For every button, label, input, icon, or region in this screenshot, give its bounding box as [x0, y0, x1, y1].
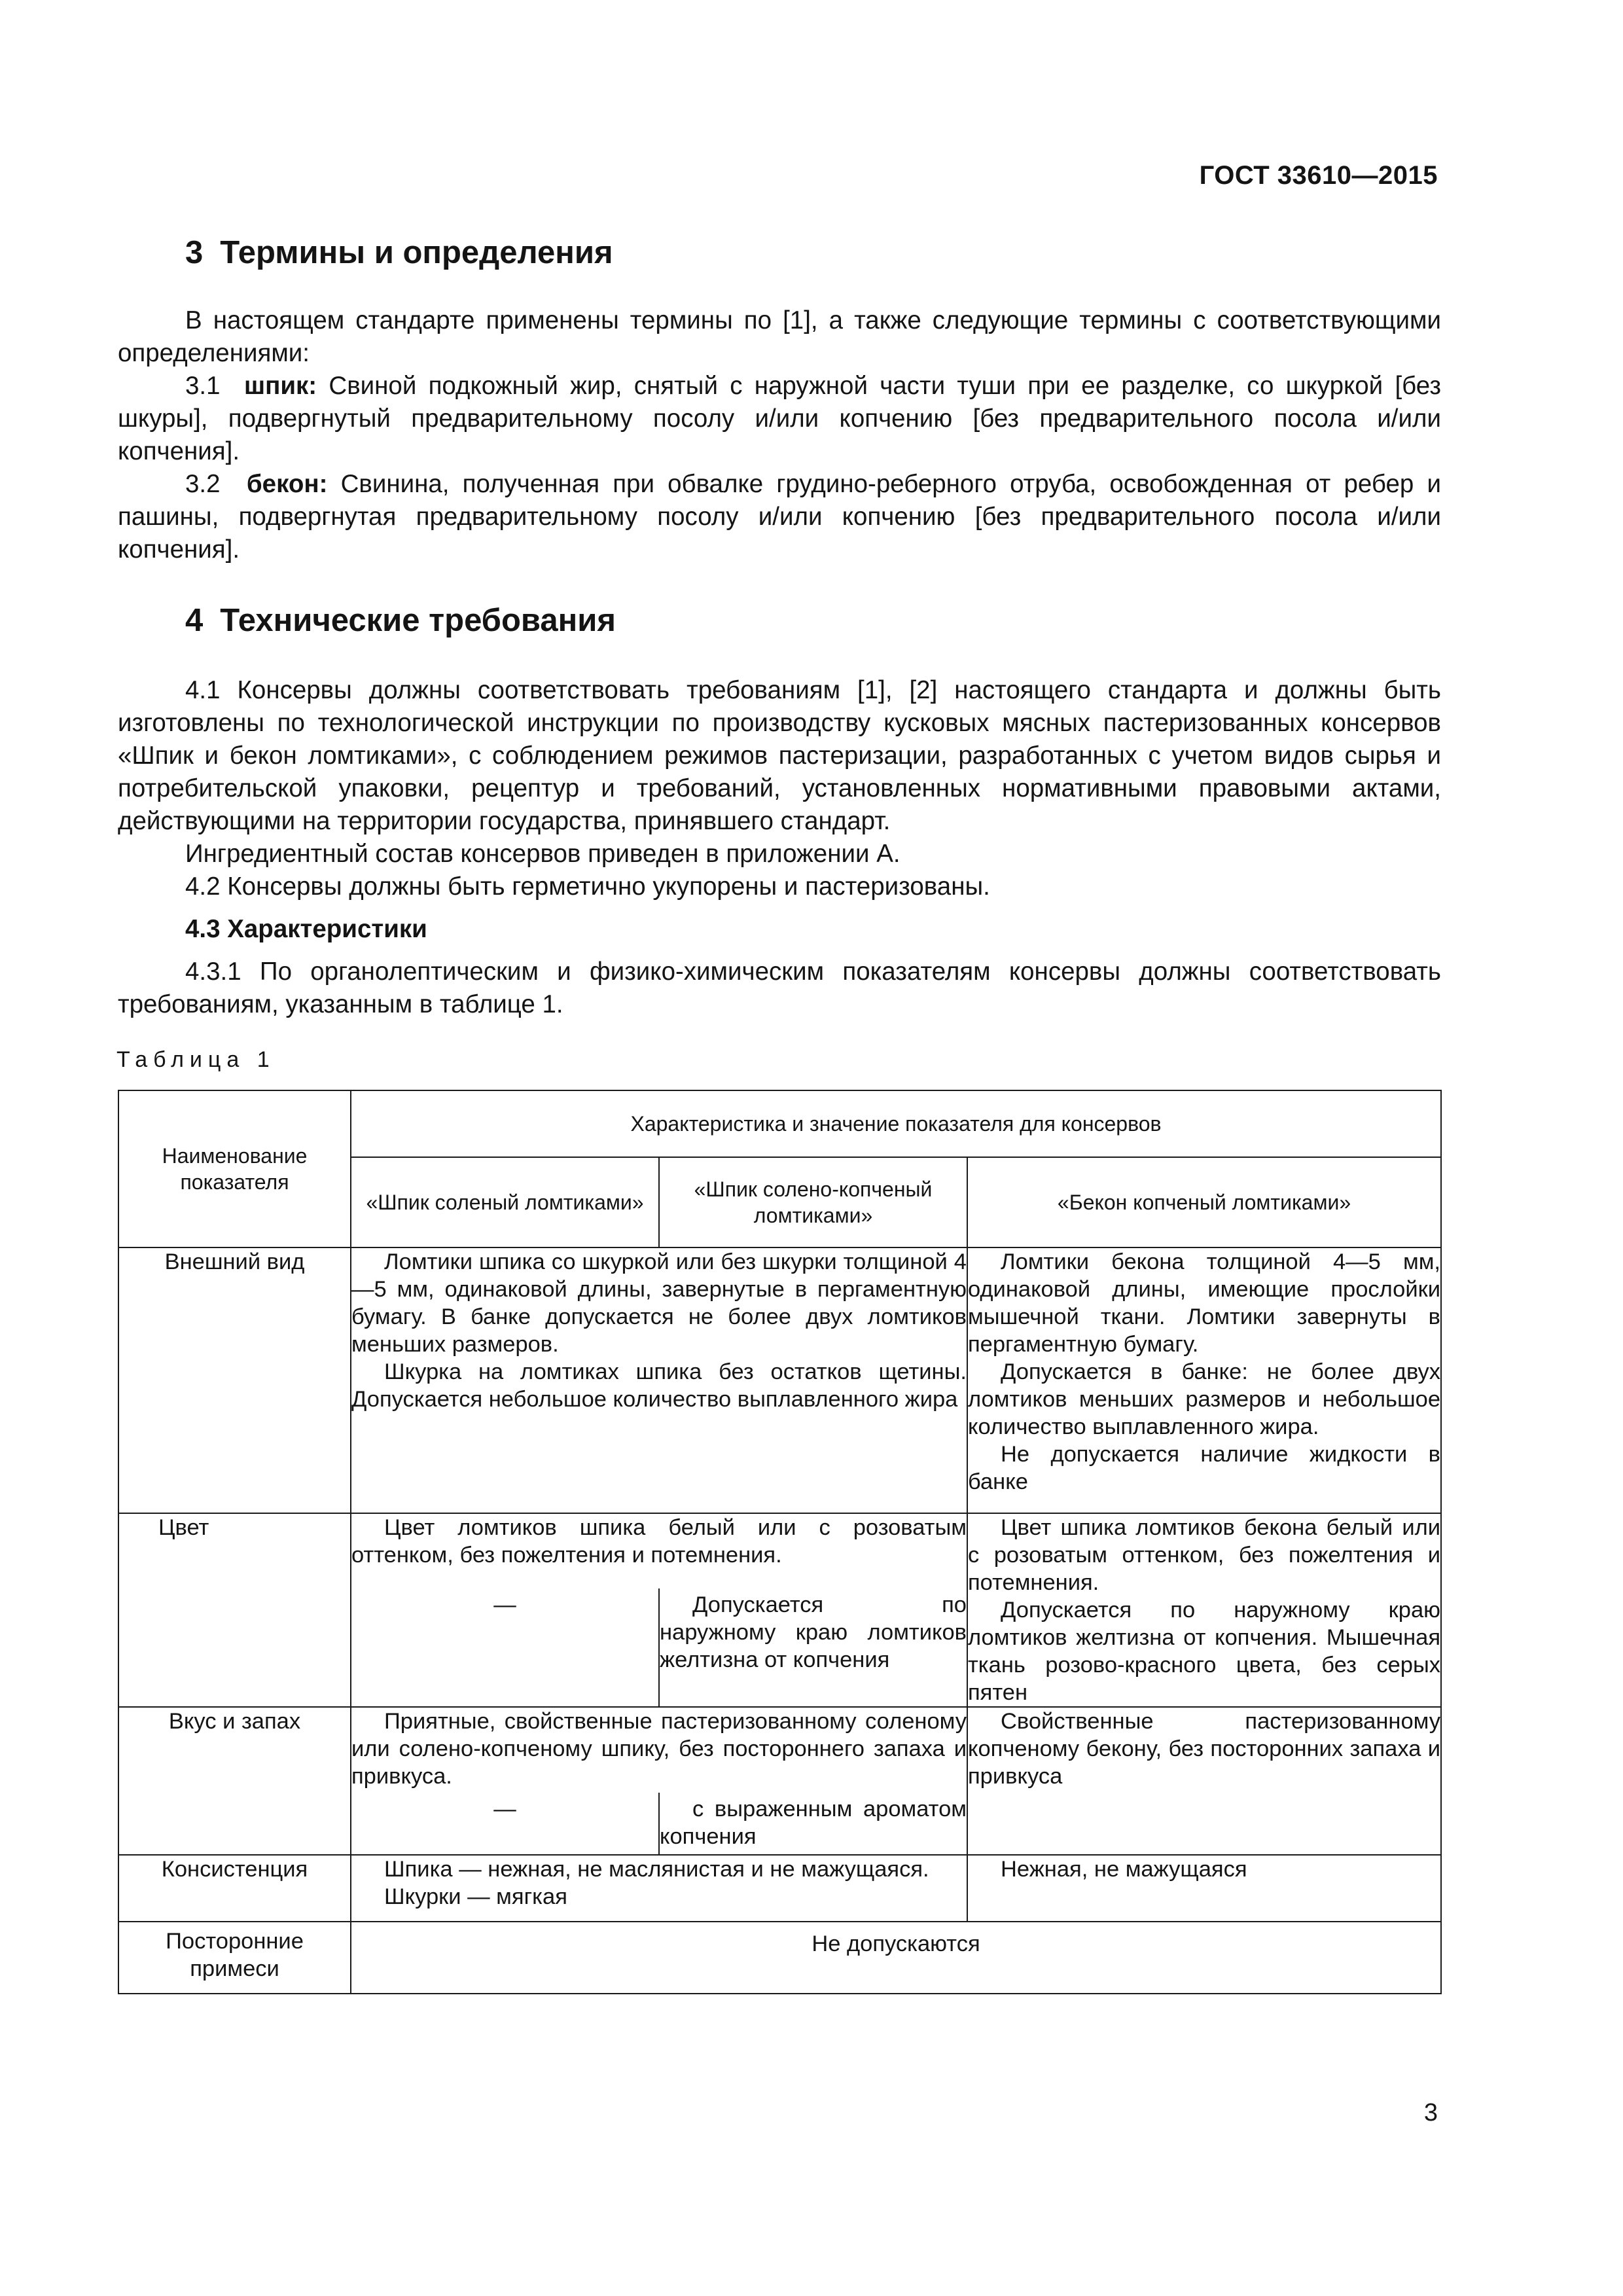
term-3-1: 3.1 шпик: Свиной подкожный жир, снятый с наружной части туши при ее разделке, со шкуркой [без шкуры], подвергнутый предварительному посолу и/или копчению [без предварительного посола и/или копчения].	[118, 372, 1441, 465]
cell-taste-salted: —	[351, 1793, 659, 1855]
table-row-appearance	[118, 1247, 1441, 1513]
section-4-title: Технические требования	[220, 603, 616, 638]
characteristics-table	[118, 1090, 1442, 1994]
header-smoked-bacon: «Бекон копченый ломтиками»	[967, 1157, 1441, 1247]
cell-consistency-bacon: Нежная, не мажущаяся	[967, 1855, 1441, 1922]
cell-impurities-value: Не допускаются	[351, 1922, 1441, 1994]
cell-color-bacon: Цвет шпика ломтиков бекона белый или с розоватым оттенком, без пожелтения и потемнения. Допускается по наружному краю ломтиков желтизна от копчения. Мышечная ткань розово-красного цвета, без серых пятен	[967, 1513, 1441, 1707]
table-row-taste	[118, 1707, 1441, 1793]
table-header-row	[118, 1090, 1441, 1157]
cell-appearance-shpik: Ломтики шпика со шкуркой или без шкурки толщиной 4—5 мм, одинаковой длины, завернутые в пергаментную бумагу. В банке допускается не более двух ломтиков меньших размеров. Шкурка на ломтиках шпика без остатков щетины. Допускается небольшое количество выплавленного жира	[351, 1247, 967, 1513]
section-3-number: 3	[185, 235, 204, 270]
page-number: 3	[1423, 2099, 1438, 2126]
cell-color-salted: —	[351, 1588, 659, 1707]
cell-color-shpik: Цвет ломтиков шпика белый или с розоватым оттенком, без пожелтения и потемнения.	[351, 1513, 967, 1588]
term-3-2: 3.2 бекон: Свинина, полученная при обвалке грудино-реберного отруба, освобожденная от ребер и пашины, подвергнутая предварительному посолу и/или копчению [без предварительного посола и/или копчения].	[118, 470, 1441, 564]
table-row-impurities	[118, 1922, 1441, 1994]
header-group: Характеристика и значение показателя для консервов	[351, 1090, 1441, 1157]
term-3-2-definition: Свинина, полученная при обвалке грудино-реберного отруба, освобожденная от ребер и пашины, подвергнутая предварительному посолу и/или копчению [без предварительного посола и/или копчения].	[118, 470, 1441, 564]
section-3-intro: В настоящем стандарте применены термины по [1], а также следующие термины с соответствующими определениями:	[118, 306, 1441, 367]
section-3-heading	[185, 234, 613, 271]
term-3-1-definition: Свиной подкожный жир, снятый с наружной части туши при ее разделке, со шкуркой [без шкуры], подвергнутый предварительному посолу и/или копчению [без предварительного посола и/или копчения].	[118, 372, 1441, 465]
section-4-heading	[185, 602, 616, 639]
row-label-consistency: Консистенция	[118, 1855, 351, 1922]
row-label-impurities: Посторонние примеси	[118, 1922, 351, 1994]
document-id: ГОСТ 33610—2015	[1199, 161, 1438, 190]
clause-4-2: 4.2 Консервы должны быть герметично укупорены и пастеризованы.	[185, 872, 990, 901]
clause-4-3-1-block	[118, 956, 1441, 1021]
cell-appearance-bacon: Ломтики бекона толщиной 4—5 мм, одинаковой длины, имеющие прослойки мышечной ткани. Ломтики завернуты в пергаментную бумагу. Допускается в банке: не более двух ломтиков меньших размеров и небольшое количество выплавленного жира. Не допускается наличие жидкости в банке	[967, 1247, 1441, 1513]
row-label-taste: Вкус и запах	[118, 1707, 351, 1855]
cell-taste-bacon: Свойственные пастеризованному копченому бекону, без посторонних запаха и привкуса	[967, 1707, 1441, 1855]
term-3-1-term: шпик:	[244, 372, 317, 400]
table-row-color	[118, 1513, 1441, 1588]
cell-taste-shpik: Приятные, свойственные пастеризованному соленому или солено-копченому шпику, без постороннего запаха и привкуса.	[351, 1707, 967, 1793]
clause-4-1: 4.1 Консервы должны соответствовать требованиям [1], [2] настоящего стандарта и должны быть изготовлены по технологической инструкции по производству кусковых мясных пастеризованных консервов «Шпик и бекон ломтиками», с соблюдением режимов пастеризации, разработанных с учетом видов сырья и потребительской упаковки, рецептур и требований, установленных нормативными правовыми актами, действующими на территории государства, принявшего стандарт.	[118, 676, 1441, 835]
clause-4-3-1: 4.3.1 По органолептическим и физико-химическим показателям консервы должны соответствовать требованиям, указанным в таблице 1.	[118, 958, 1441, 1018]
section-3-body	[118, 304, 1441, 566]
header-salted-shpik: «Шпик соленый ломтиками»	[351, 1157, 659, 1247]
cell-color-smoked: Допускается по наружному краю ломтиков желтизна от копчения	[659, 1588, 967, 1707]
section-3-title: Термины и определения	[220, 235, 613, 270]
header-indicator-name: Наименование показателя	[118, 1090, 351, 1247]
clause-4-3-heading: 4.3 Характеристики	[185, 915, 427, 943]
row-label-appearance: Внешний вид	[118, 1247, 351, 1513]
row-label-color: Цвет	[118, 1513, 351, 1707]
clause-4-1-ingredients: Ингредиентный состав консервов приведен в приложении А.	[185, 840, 901, 868]
term-3-2-term: бекон:	[246, 470, 328, 498]
section-4-body	[118, 674, 1441, 903]
cell-taste-smoked: с выраженным ароматом копчения	[659, 1793, 967, 1855]
section-4-number: 4	[185, 603, 204, 638]
cell-consistency-shpik: Шпика — нежная, не маслянистая и не мажущаяся. Шкурки — мягкая	[351, 1855, 967, 1922]
table-row-consistency	[118, 1855, 1441, 1922]
header-smoked-shpik: «Шпик солено-копченый ломтиками»	[659, 1157, 967, 1247]
table-caption: Таблица 1	[116, 1047, 276, 1072]
